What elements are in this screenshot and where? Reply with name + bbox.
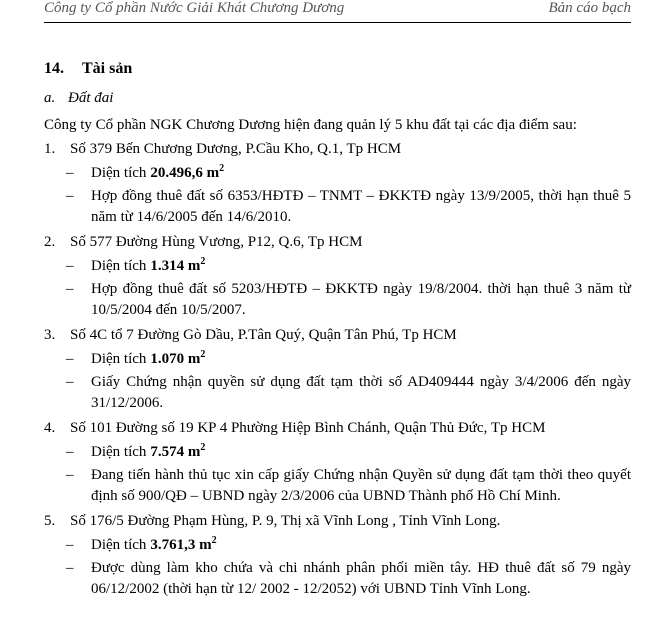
area-bullet [44, 442, 631, 463]
area-label: Diện tích [91, 351, 147, 367]
area-number: 20.496,6 [150, 165, 203, 181]
note-bullet [44, 279, 631, 321]
dash-marker: – [66, 537, 74, 553]
area-bullet [44, 535, 631, 556]
dash-marker: – [66, 560, 74, 576]
area-number: 1.314 [150, 258, 185, 274]
area-label: Diện tích [91, 444, 147, 460]
intro-paragraph: Công ty Cổ phần NGK Chương Dương hiện đang quản lý 5 khu đất tại các địa điểm sau: [44, 117, 577, 133]
land-item-number: 2. [44, 234, 56, 250]
land-item-number: 5. [44, 513, 56, 529]
section-heading [44, 57, 631, 81]
area-value [150, 165, 224, 181]
land-item-address: Số 577 Đường Hùng Vương, P12, Q.6, Tp HCM [70, 234, 363, 250]
area-exponent: 2 [200, 349, 206, 360]
area-unit: m [187, 351, 201, 367]
land-item-title [44, 509, 631, 533]
area-number: 7.574 [150, 444, 185, 460]
section-number: 14. [44, 60, 64, 77]
header-company: Công ty Cổ phần Nước Giải Khát Chương Dương [44, 0, 345, 16]
area-exponent: 2 [200, 256, 206, 267]
dash-marker: – [66, 467, 74, 483]
dash-marker: – [66, 281, 74, 297]
area-bullet [44, 256, 631, 277]
land-item [44, 416, 631, 507]
land-item-address: Số 4C tổ 7 Đường Gò Dầu, P.Tân Quý, Quận Tân Phú, Tp HCM [70, 327, 457, 343]
header-doc-type: Bản cáo bạch [548, 0, 631, 16]
area-exponent: 2 [219, 163, 225, 174]
area-exponent: 2 [211, 535, 217, 546]
dash-marker: – [66, 258, 74, 274]
land-list [44, 137, 631, 600]
area-value [150, 444, 205, 460]
land-item-note: Hợp đồng thuê đất số 6353/HĐTĐ – TNMT – ĐKKTĐ ngày 13/9/2005, thời hạn thuê 5 năm từ 14/6/2005 đến 14/6/2010. [91, 188, 631, 225]
area-label: Diện tích [91, 537, 147, 553]
land-item-title [44, 416, 631, 440]
land-item [44, 230, 631, 321]
land-item-title [44, 323, 631, 347]
land-item-number: 3. [44, 327, 56, 343]
land-item-address: Số 379 Bến Chương Dương, P.Cầu Kho, Q.1, Tp HCM [70, 141, 402, 157]
land-item-note: Được dùng làm kho chứa và chi nhánh phân phối miền tây. HĐ thuê đất số 79 ngày 06/12/2002 (thời hạn từ 12/ 2002 - 12/2052) với UBND Tỉnh Vĩnh Long. [91, 560, 631, 597]
section-title: Tài sản [82, 60, 133, 77]
area-value [150, 351, 205, 367]
page-header [44, 0, 631, 23]
document-body [44, 57, 631, 602]
dash-marker: – [66, 374, 74, 390]
land-item-number: 4. [44, 420, 56, 436]
land-item-number: 1. [44, 141, 56, 157]
dash-marker: – [66, 165, 74, 181]
note-bullet [44, 465, 631, 507]
area-value [150, 537, 216, 553]
area-unit: m [187, 444, 201, 460]
dash-marker: – [66, 351, 74, 367]
dash-marker: – [66, 444, 74, 460]
subsection-title: Đất đai [68, 90, 114, 106]
land-item [44, 137, 631, 228]
land-item-note: Hợp đồng thuê đất số 5203/HĐTĐ – ĐKKTĐ ngày 19/8/2004. thời hạn thuê 3 năm từ 10/5/2004 đến 10/5/2007. [91, 281, 631, 318]
area-label: Diện tích [91, 165, 147, 181]
note-bullet [44, 372, 631, 414]
note-bullet [44, 186, 631, 228]
dash-marker: – [66, 188, 74, 204]
land-item-note: Đang tiến hành thủ tục xin cấp giấy Chứng nhận Quyền sử dụng đất tạm thời theo quyết định số 900/QĐ – UBND ngày 2/3/2006 của UBND Thành phố Hồ Chí Minh. [91, 467, 631, 504]
land-item-address: Số 101 Đường số 19 KP 4 Phường Hiệp Bình Chánh, Quận Thủ Đức, Tp HCM [70, 420, 546, 436]
land-item [44, 323, 631, 414]
land-item [44, 509, 631, 600]
area-number: 1.070 [150, 351, 185, 367]
land-item-note: Giấy Chứng nhận quyền sử dụng đất tạm thời số AD409444 ngày 3/4/2006 đến ngày 31/12/2006. [91, 374, 631, 411]
note-bullet [44, 558, 631, 600]
area-label: Diện tích [91, 258, 147, 274]
land-item-address: Số 176/5 Đường Phạm Hùng, P. 9, Thị xã Vĩnh Long , Tỉnh Vĩnh Long. [70, 513, 501, 529]
area-unit: m [206, 165, 220, 181]
area-unit: m [187, 258, 201, 274]
land-item-title [44, 137, 631, 161]
area-bullet [44, 349, 631, 370]
land-item-title [44, 230, 631, 254]
subsection-letter: a. [44, 90, 56, 106]
area-value [150, 258, 205, 274]
area-unit: m [199, 537, 212, 553]
subsection-heading [44, 87, 631, 109]
area-exponent: 2 [200, 442, 206, 453]
area-number: 3.761,3 [150, 537, 196, 553]
area-bullet [44, 163, 631, 184]
